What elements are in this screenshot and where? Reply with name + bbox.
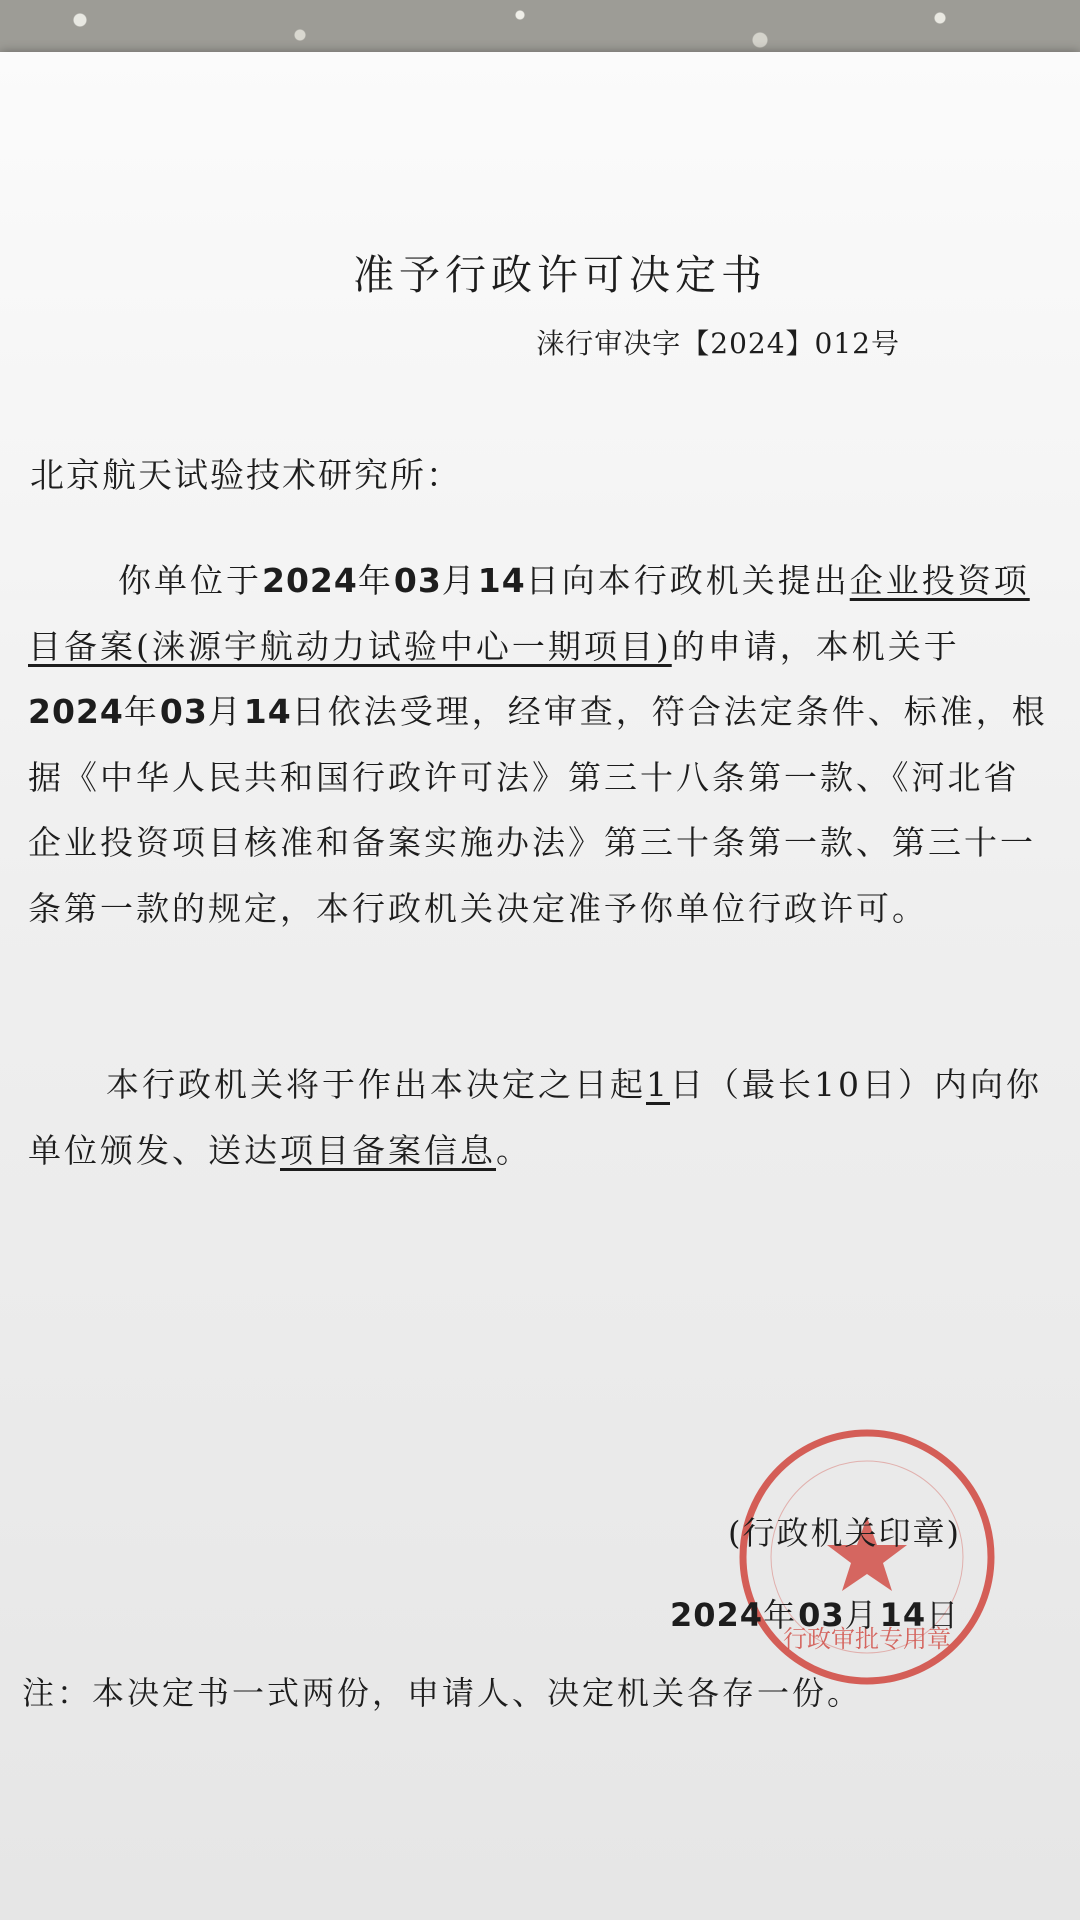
delivery-paragraph: 本行政机关将于作出本决定之日起1日（最长10日）内向你单位颁发、送达项目备案信息。: [28, 1065, 1042, 1170]
document-number: 涞行审决字【2024】012号: [536, 327, 900, 360]
footnote: 注：本决定书一式两份，申请人、决定机关各存一份。: [22, 1674, 863, 1712]
document-title: 准予行政许可决定书: [353, 251, 767, 299]
signature-date: 2024年03月14日: [670, 1596, 962, 1634]
official-seal: [735, 1425, 999, 1689]
application-item: 企业投资项目备案(涞源宇航动力试验中心一期项目): [28, 561, 1030, 666]
seal-text: 行政审批专用章: [783, 1625, 951, 1653]
decision-paragraph: 你单位于2024年03月14日向本行政机关提出企业投资项目备案(涞源宇航动力试验中心一期项目)的申请，本机关于2024年03月14日依法受理，经审查，符合法定条件、标准，根据《中华人民共和国行政许可法》第三十八条第一款、《河北省企业投资项目核准和备案实施办法》第三十条第一款、第三十一条第一款的规定，本行政机关决定准予你单位行政许可。: [28, 561, 1048, 928]
delivery-item: 项目备案信息: [280, 1130, 496, 1170]
addressee: 北京航天试验技术研究所：: [30, 456, 462, 496]
delivery-days: 1: [646, 1065, 670, 1104]
seal-label: (行政机关印章): [728, 1514, 961, 1552]
